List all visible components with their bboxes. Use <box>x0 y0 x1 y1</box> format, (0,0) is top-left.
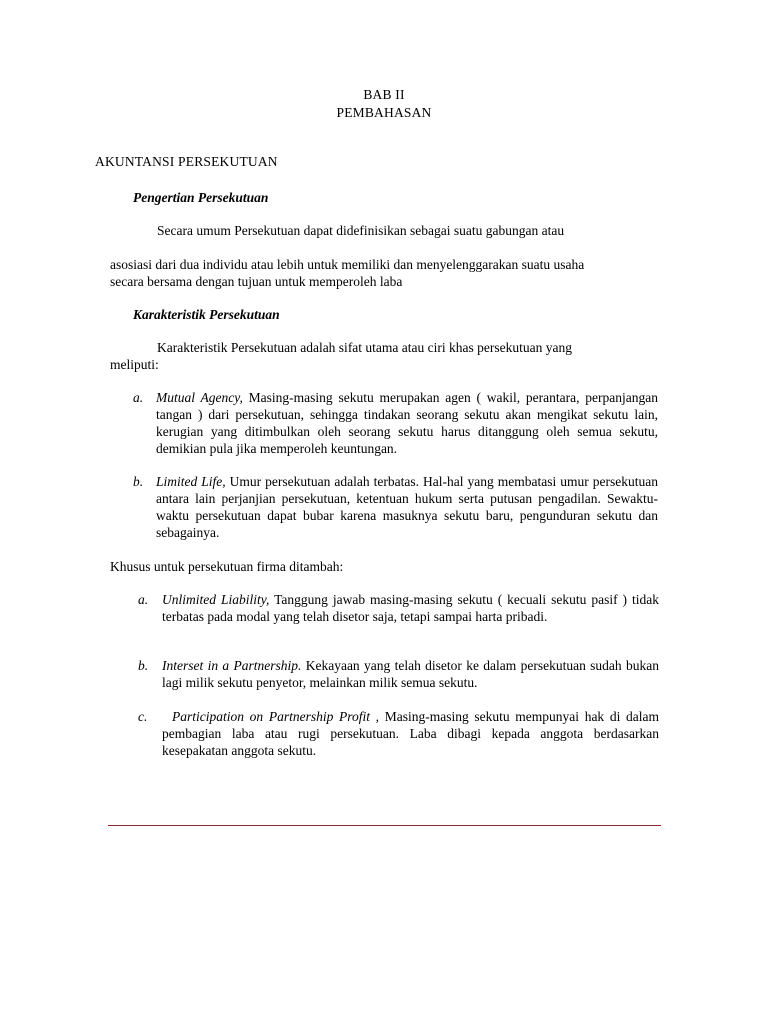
section-title: AKUNTANSI PERSEKUTUAN <box>95 154 278 169</box>
list-marker: a. <box>133 390 144 405</box>
list-marker: c. <box>138 709 148 724</box>
definition-line-3: secara bersama dengan tujuan untuk memperoleh laba <box>110 274 403 289</box>
list-item-text: Umur persekutuan adalah terbatas. Hal-hal yang membatasi umur persekutuan antara lain perjanjian persekutuan, ketentuan hukum serta putusan pengadilan. Sewaktu-waktu persekutuan dapat bubar karena masuknya sekutu baru, pengunduran sekutu dan sebagainya. <box>156 474 658 540</box>
list-item-body <box>162 708 659 759</box>
characteristics-intro-line-1: Karakteristik Persekutuan adalah sifat utama atau ciri khas persekutuan yang <box>157 340 572 355</box>
definition-line-2: asosiasi dari dua individu atau lebih untuk memiliki dan menyelenggarakan suatu usaha <box>110 257 585 272</box>
list-item-term: Participation on Partnership Profit , <box>172 709 380 724</box>
list-item-text: Kekayaan yang telah disetor ke dalam persekutuan sudah bukan lagi milik sekutu penyetor, melainkan milik semua sekutu. <box>162 658 660 690</box>
chapter-title: PEMBAHASAN <box>336 105 432 120</box>
characteristics-heading: Karakteristik Persekutuan <box>133 307 280 322</box>
list-item-text: Tanggung jawab masing-masing sekutu ( kecuali sekutu pasif ) tidak terbatas pada modal yang telah disetor saja, tetapi sampai harta pribadi. <box>162 592 659 624</box>
list-marker: a. <box>138 592 149 607</box>
footer-divider <box>108 825 661 826</box>
characteristics-intro-line-2: meliputi: <box>110 357 159 372</box>
definition-line-1: Secara umum Persekutuan dapat didefinisikan sebagai suatu gabungan atau <box>157 223 565 238</box>
list-marker: b. <box>138 658 149 673</box>
definition-heading: Pengertian Persekutuan <box>133 190 269 205</box>
list-item-body <box>162 657 659 691</box>
list-marker: b. <box>133 474 144 489</box>
chapter-label: BAB II <box>363 87 405 102</box>
list-item-text: Masing-masing sekutu merupakan agen ( wakil, perantara, perpanjangan tangan ) dari persekutuan, sehingga tindakan seorang sekutu akan mengikat sekutu lain, kerugian yang ditimbulkan oleh seorang sekutu harus ditanggung oleh semua sekutu, demikian pula jika memperoleh keuntungan. <box>156 390 658 456</box>
list-item-term: Interset in a Partnership. <box>162 658 302 673</box>
list-item-body <box>162 591 659 625</box>
list-item-term: Mutual Agency, <box>156 390 243 405</box>
list-item-term: Unlimited Liability, <box>162 592 270 607</box>
firm-intro: Khusus untuk persekutuan firma ditambah: <box>110 559 344 574</box>
list-item-text: Masing-masing sekutu mempunyai hak di dalam pembagian laba atau rugi persekutuan. Laba dibagi kepada anggota berdasarkan kesepakatan anggota sekutu. <box>162 709 660 758</box>
list-item-body <box>156 473 658 541</box>
list-item-term: Limited Life, <box>156 474 226 489</box>
list-item-body <box>156 389 658 457</box>
